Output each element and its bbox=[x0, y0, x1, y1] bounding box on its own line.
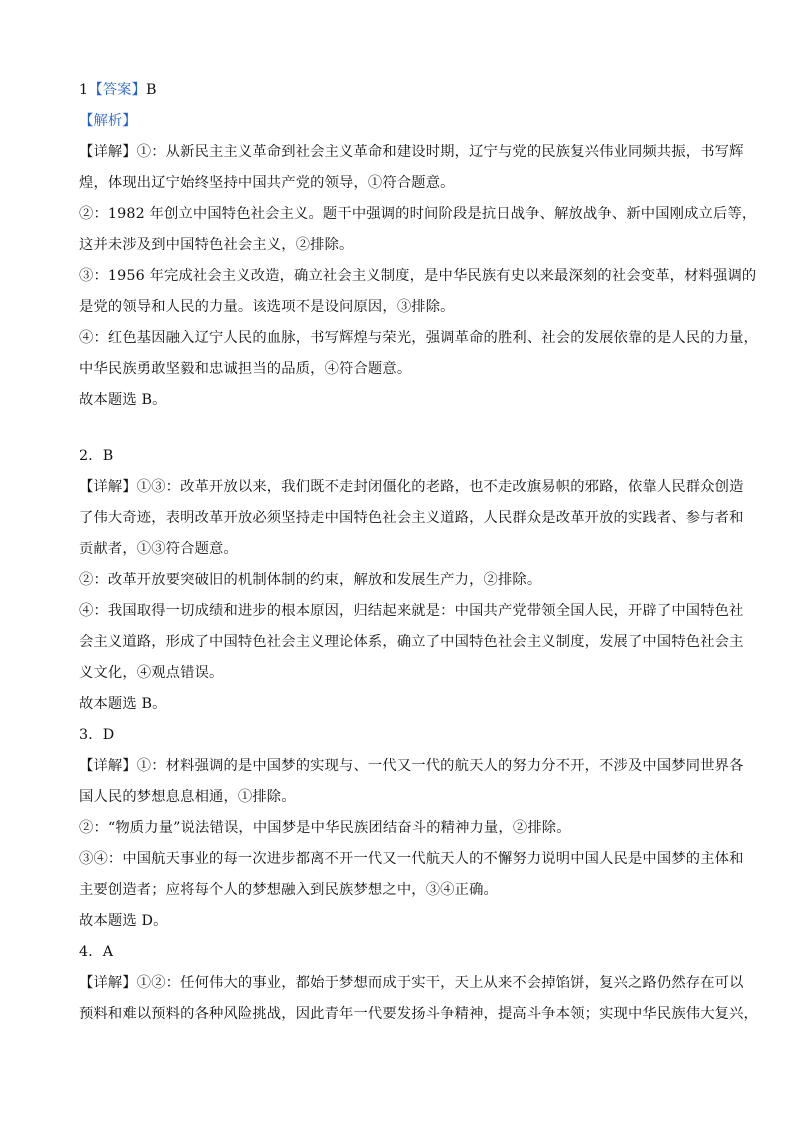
q1-detail-line-5: ③：1956 年完成社会主义改造，确立社会主义制度，是中华民族有史以来最深刻的社会变革，材料强调的 bbox=[79, 268, 757, 284]
q1-detail-line-2: 煌，体现出辽宁始终坚持中国共产党的领导，①符合题意。 bbox=[79, 175, 455, 191]
q1-detail-line-1: 【详解】①：从新民主主义革命到社会主义革命和建设时期，辽宁与党的民族复兴伟业同频共振，书写辉 bbox=[79, 144, 744, 160]
q1-answer-tag: 【答案】 bbox=[88, 82, 147, 98]
q2-detail-line-5: ④：我国取得一切成绩和进步的根本原因，归结起来就是：中国共产党带领全国人民，开辟了中国特色社 bbox=[79, 603, 744, 619]
q3-detail-line-2: 国人民的梦想息息相通，①排除。 bbox=[79, 789, 296, 805]
q1-detail-line-6: 是党的领导和人民的力量。该选项不是设问原因，③排除。 bbox=[79, 299, 455, 315]
q4-heading: 4．A bbox=[79, 944, 114, 960]
q3-detail-line-4: ③④：中国航天事业的每一次进步都离不开一代又一代航天人的不懈努力说明中国人民是中国梦的主体和 bbox=[79, 851, 744, 867]
q2-conclusion: 故本题选 B。 bbox=[79, 696, 167, 712]
q4-detail-line-1: 【详解】①②：任何伟大的事业，都始于梦想而成于实干，天上从来不会掉馅饼，复兴之路仍然存在可以 bbox=[79, 975, 744, 991]
q3-conclusion: 故本题选 D。 bbox=[79, 913, 168, 929]
q2-detail-line-2: 了伟大奇迹，表明改革开放必须坚持走中国特色社会主义道路，人民群众是改革开放的实践者、参与者和 bbox=[79, 510, 744, 526]
q3-detail-line-5: 主要创造者；应将每个人的梦想融入到民族梦想之中，③④正确。 bbox=[79, 882, 498, 898]
q1-number: 1 bbox=[79, 82, 89, 98]
q1-answer-line bbox=[79, 80, 719, 100]
q1-answer-letter: B bbox=[146, 82, 157, 98]
q2-detail-line-6: 会主义道路，形成了中国特色社会主义理论体系，确立了中国特色社会主义制度，发展了中国特色社会主 bbox=[79, 634, 744, 650]
q1-detail-line-7: ④：红色基因融入辽宁人民的血脉，书写辉煌与荣光，强调革命的胜利、社会的发展依靠的是人民的力量， bbox=[79, 330, 758, 346]
q4-detail-line-2: 预料和难以预料的各种风险挑战，因此青年一代要发扬斗争精神，提高斗争本领；实现中华民族伟大复兴， bbox=[79, 1006, 758, 1022]
q2-detail-line-4: ②：改革开放要突破旧的机制体制的约束，解放和发展生产力，②排除。 bbox=[79, 572, 542, 588]
q3-heading: 3．D bbox=[79, 727, 115, 743]
q1-detail-line-8: 中华民族勇敢坚毅和忠诚担当的品质，④符合题意。 bbox=[79, 361, 412, 377]
q1-detail-line-4: 这并未涉及到中国特色社会主义，②排除。 bbox=[79, 237, 354, 253]
q2-detail-line-7: 义文化，④观点错误。 bbox=[79, 665, 224, 681]
q3-detail-line-1: 【详解】①：材料强调的是中国梦的实现与、一代又一代的航天人的努力分不开，不涉及中国梦同世界各 bbox=[79, 758, 744, 774]
q1-detail-line-3: ②：1982 年创立中国特色社会主义。题干中强调的时间阶段是抗日战争、解放战争、新中国刚成立后等， bbox=[79, 206, 757, 222]
q2-detail-line-3: 贡献者，①③符合题意。 bbox=[79, 541, 238, 557]
q1-analysis-tag: 【解析】 bbox=[79, 113, 137, 129]
q3-detail-line-3: ②：“物质力量”说法错误，中国梦是中华民族团结奋斗的精神力量，②排除。 bbox=[79, 820, 571, 836]
q2-detail-line-1: 【详解】①③：改革开放以来，我们既不走封闭僵化的老路，也不走改旗易帜的邪路，依靠人民群众创造 bbox=[79, 479, 744, 495]
q2-heading: 2．B bbox=[79, 448, 114, 464]
q1-conclusion: 故本题选 B。 bbox=[79, 392, 167, 408]
